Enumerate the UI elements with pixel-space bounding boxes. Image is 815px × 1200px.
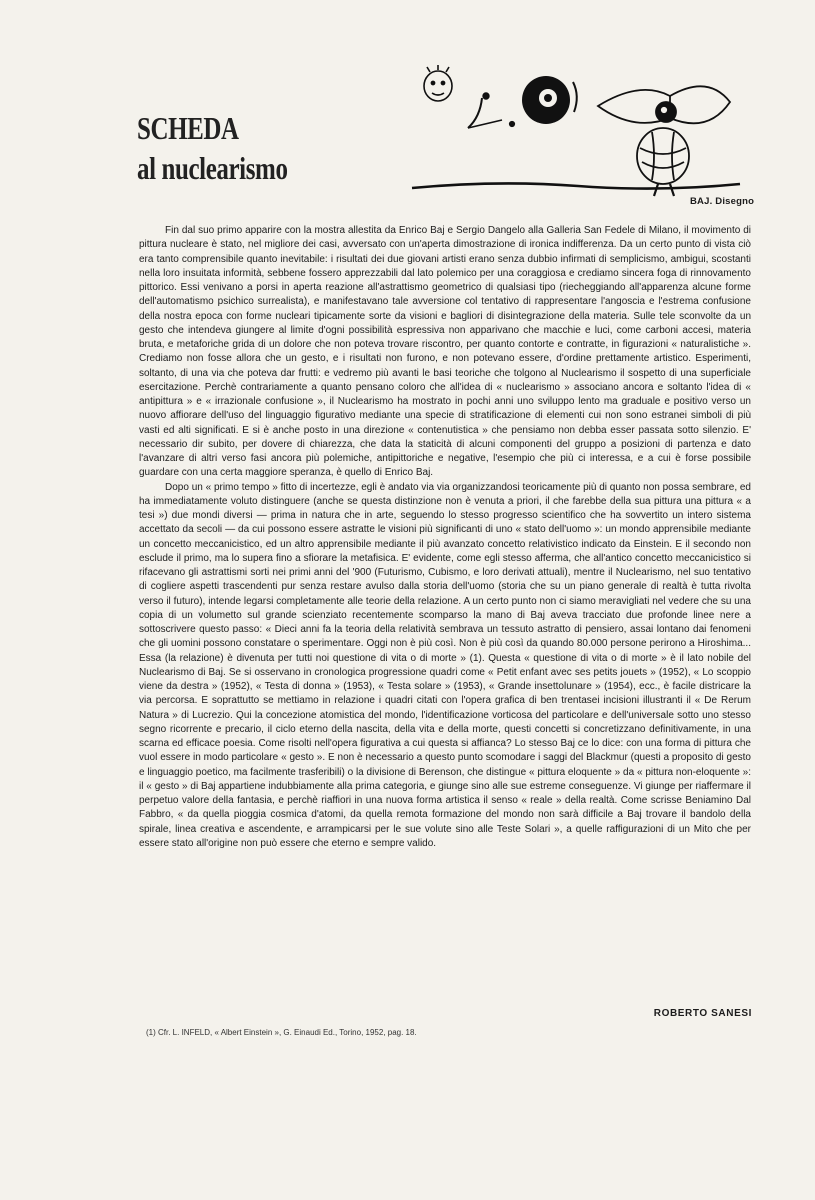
title-line-1: SCHEDA (137, 110, 239, 146)
article-title (137, 108, 288, 188)
ground-line (412, 183, 740, 188)
article-paragraph: Dopo un « primo tempo » fitto di incertezze, egli è andato via via organizzandosi teoricamente più di quanto non possa sembrare, ed ha immediatamente voluto distinguere (anche se questa distinzione non è venuta a priori, il che farebbe della sua pittura una pittura « a tesi ») due mondi diversi — prima in natura che in arte, seguendo lo stesso progresso scientifico che ha sovvertito un intero sistema accettato da secoli — da cui possono essere astratte le visioni più significanti di uno « stato dell'uomo »: un mondo apprensibile mediante un concetto meccanicistico, ed un altro apprensibile mediante il più avanzato concetto relativistico indicato da Einstein. E il secondo non esclude il primo, ma lo supera fino a sfiorare la metafisica. E' evidente, come egli stesso afferma, che all'antico concetto meccanicistico si rifacevano gli astrattismi sorti nei primi anni del '900 (Futurismo, Cubismo, e loro derivati attuali), mentre il Nuclearismo, nel suo tentativo di cogliere aspetti trascendenti pur senza restare avulso dalla storia dell'uomo (storia che su un piano generale di realtà è tutta rivolta verso il futuro), intende legarsi completamente alle teorie della relazione. A un certo punto non ci siamo meravigliati nel vedere che su una copia di un volumetto sul grande scienziato recentemente scomparso la mano di Baj aveva tracciato due profonde linee nere a sottoscrivere questo passo: « Dieci anni fa la teoria della relatività sembrava un tessuto astratto di pensiero, assai lontano dai fenomeni che gli uomini possono constatare o sperimentare. Oggi non è più così. Non è più così da quando 80.000 persone perirono a Hiroshima... Essa (la relazione) è divenuta per tutti noi questione di vita o di morte » (1). Questa « questione di vita o di morte » è il lato nobile del Nuclearismo di Baj. Se si osservano in cronologica progressione quadri come « Petit enfant avec ses petits jouets » (1952), « Lo scoppio viene da destra » (1952), « Testa di donna » (1953), « Testa solare » (1953), « Grande insettolunare » (1954), ecc., è facile districare la via percorsa. E soprattutto se mettiamo in relazione i quadri citati con l'opera grafica di ben trentasei incisioni illustranti il « De Rerum Natura » di Lucrezio. Qui la concezione atomistica del mondo, l'identificazione vorticosa del particolare e dell'universale sotto uno stesso segno ricorrente e precario, il ciclo eterno della nascita, della vita e della morte, questi concetti si concretizzano definitivamente, in una scarna ed efficace poesia. Come risolti nell'opera figurativa a cui questa si affianca? Lo stesso Baj ce lo dice: con una forma di pittura che vuol essere in modo particolare « gesto ». E non è necessario a questo punto scomodare i saggi del Blackmur (questi a proposito di gesto e linguaggio poetico, ma facilmente trasferibili) o la divisione di Berenson, che distingue « pittura eloquente » da « pittura non-eloquente »: il « gesto » di Baj appartiene indubbiamente alla prima categoria, e giunge sino alle sue estreme conseguenze. Vi giunge per riaffermare il perpetuo valore della fantasia, e perchè riaffiori in una nuova forma artistica il senso « reale » della realtà. Come scrisse Beniamino Dal Fabbro, « da quella pioggia cosmica d'atomi, da quella remota formazione del mondo non sarà difficile a Baj trovare il bandolo della spirale, linea creativa e ascendente, e arrampicarsi per le sue volute sino alle Teste Solari », a quelle raffigurazioni di un Mito che per essere stato all'origine non può essere che eterno e sempre valido. (139, 481, 751, 849)
scattered-marks (468, 93, 515, 128)
drawing-caption: BAJ. Disegno (690, 196, 755, 207)
author-signature: ROBERTO SANESI (653, 1008, 752, 1019)
title-line-2: al nuclearismo (137, 150, 288, 186)
winged-creature (598, 86, 730, 196)
face-figure (424, 65, 452, 101)
article-paragraph: Fin dal suo primo apparire con la mostra allestita da Enrico Baj e Sergio Dangelo alla Galleria San Fedele di Milano, il movimento di pittura nucleare è stato, nel migliore dei casi, avversato con un'aperta dimostrazione di ironica indifferenza. Da un certo punto di vista ciò era tanto comprensibile quanto inevitabile: i risultati dei due giovani artisti erano senza dubbio infirmati di semplicismo, ambigui, scostanti nella loro insuitata informità, sebbene fossero apprezzabili dal lato polemico per una coraggiosa e crediamo sincera foga di rinnovamento pittorico. Essi venivano a porsi in aperta reazione all'astrattismo geometrico di qualsiasi tipo (riecheggiando all'apparenza alcune forme dell'automatismo psichico surrealista), e manifestavano tale avversione col tentativo di rappresentare l'angoscia e l'estrema confusione della nostra epoca con forme nucleari tipicamente sorte da visioni e bagliori di disintegrazione della materia. Sulle tele sconvolte da un gesto che intendeva giungere al limite d'ogni possibilità espressiva non apparivano che macchie e luci, come carboni accesi, materia bruta, e metaforiche grida di un dolore che non poteva trovare riscontro, per quanto contorte e contratte, in figurazioni « naturalistiche ». Crediamo non fosse allora che un gesto, e i risultati non furono, e non potevano essere, d'ordine prettamente artistico. Esperimenti, soltanto, di una via che poteva dar frutti: e vedremo più avanti le basi teoriche che tolgono al Nuclearismo il sospetto di una superficiale esercitazione. Perchè contrariamente a quanto pensano coloro che all'idea di « nuclearismo » associano ancora e soltanto l'idea di « antipittura » e « irrazionale confusione », il Nuclearismo ha mostrato in pochi anni uno sviluppo lento ma graduale e positivo verso un nuovo affiorare dell'uso del linguaggio figurativo mediante una specie di stratificazione di elementi cui non sono estranei simboli di più vasti ed alti significati. E si è anche posto in una direzione « contenutistica » che pensiamo non debba esser passata sotto silenzio. E' necessario dir subito, per dovere di chiarezza, che data la staticità di alcuni componenti del gruppo a posizioni di partenza e dato l'avanzare di altri verso fasi ancora più polemiche, antipittoriche e negative, l'esempio che più ci interessa, e a cui è forse possibile guardare con una certa maggiore speranza, è quello di Enrico Baj. (139, 225, 751, 479)
footnote: (1) Cfr. L. INFELD, « Albert Einstein », G. Einaudi Ed., Torino, 1952, pag. 18. (146, 1028, 417, 1037)
article-body (139, 224, 751, 851)
spiral-disc (522, 76, 577, 124)
baj-drawing-illustration (408, 62, 744, 200)
